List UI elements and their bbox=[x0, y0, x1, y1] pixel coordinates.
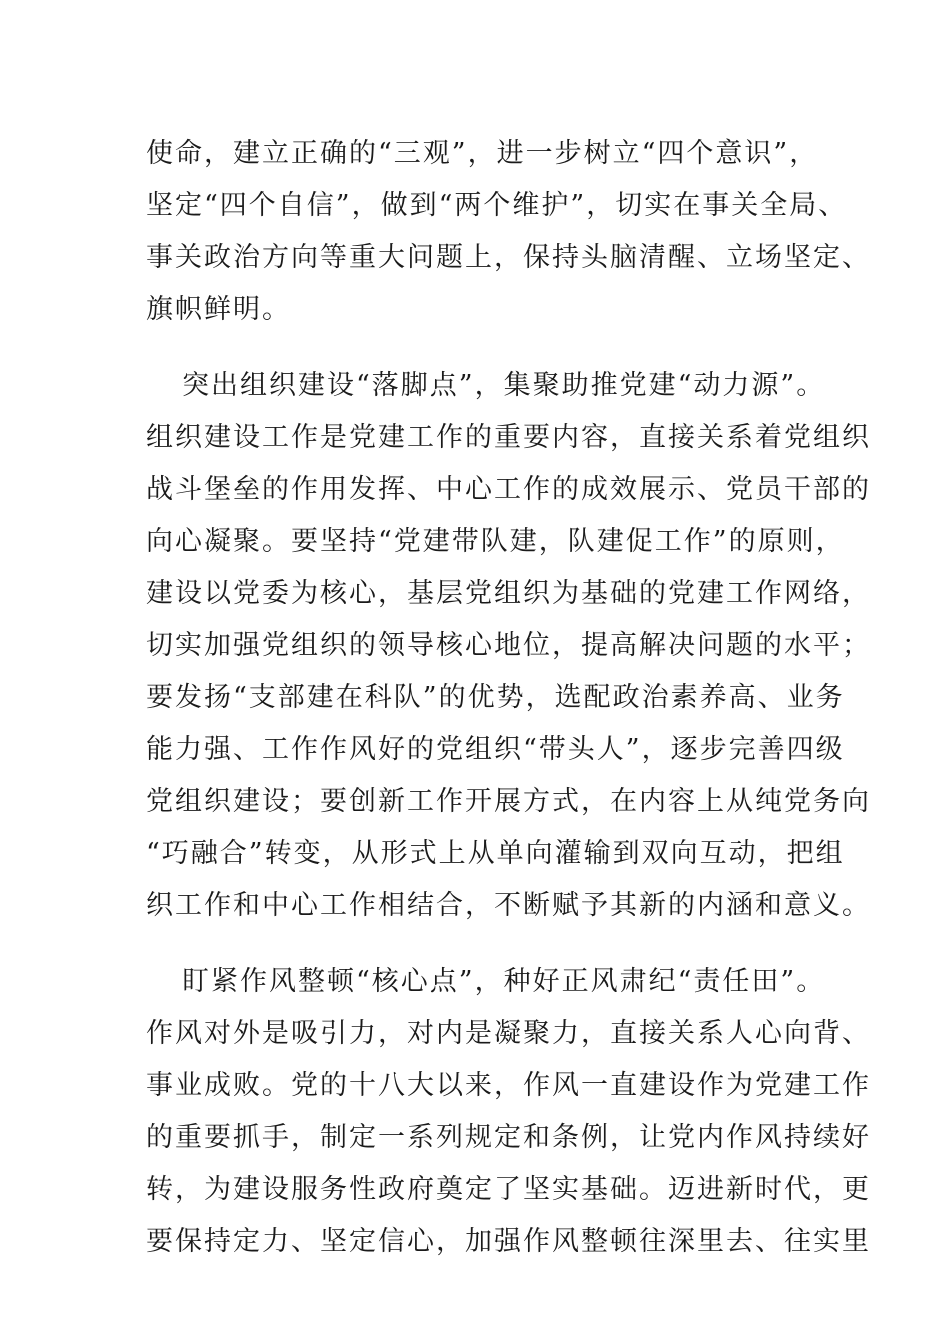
text-line: 坚定“四个自信”，做到“两个维护”，切实在事关全局、 bbox=[146, 190, 848, 221]
text-line: 事业成败。党的十八大以来，作风一直建设作为党建工作 bbox=[146, 1070, 871, 1101]
text-line: 党组织建设；要创新工作开展方式，在内容上从纯党务向 bbox=[146, 786, 871, 817]
body-text bbox=[146, 128, 871, 1268]
text-line: “巧融合”转变，从形式上从单向灌输到双向互动，把组 bbox=[146, 838, 845, 869]
text-line: 切实加强党组织的领导核心地位，提高解决问题的水平； bbox=[146, 630, 871, 661]
text-line: 的重要抓手，制定一系列规定和条例，让党内作风持续好 bbox=[146, 1122, 871, 1153]
paragraph-heading-line: 突出组织建设“落脚点”，集聚助推党建“动力源”。 bbox=[182, 370, 826, 401]
text-line: 使命，建立正确的“三观”，进一步树立“四个意识”， bbox=[146, 138, 819, 169]
text-line: 事关政治方向等重大问题上，保持头脑清醒、立场坚定、 bbox=[146, 242, 871, 273]
paragraph-2 bbox=[146, 360, 871, 932]
paragraph-1 bbox=[146, 128, 871, 336]
text-line: 向心凝聚。要坚持“党建带队建，队建促工作”的原则， bbox=[146, 526, 845, 557]
text-line: 要发扬“支部建在科队”的优势，选配政治素养高、业务 bbox=[146, 682, 845, 713]
text-line: 旗帜鲜明。 bbox=[146, 294, 291, 325]
paragraph-3 bbox=[146, 956, 871, 1268]
text-line: 建设以党委为核心，基层党组织为基础的党建工作网络， bbox=[146, 578, 871, 609]
text-line: 能力强、工作作风好的党组织“带头人”，逐步完善四级 bbox=[146, 734, 845, 765]
text-line: 要保持定力、坚定信心，加强作风整顿往深里去、往实里 bbox=[146, 1226, 871, 1257]
text-line: 转，为建设服务性政府奠定了坚实基础。迈进新时代，更 bbox=[146, 1174, 871, 1205]
text-line: 作风对外是吸引力，对内是凝聚力，直接关系人心向背、 bbox=[146, 1018, 871, 1049]
text-line: 组织建设工作是党建工作的重要内容，直接关系着党组织 bbox=[146, 422, 871, 453]
text-line: 战斗堡垒的作用发挥、中心工作的成效展示、党员干部的 bbox=[146, 474, 871, 505]
paragraph-heading-line: 盯紧作风整顿“核心点”，种好正风肃纪“责任田”。 bbox=[182, 966, 826, 997]
text-line: 织工作和中心工作相结合，不断赋予其新的内涵和意义。 bbox=[146, 890, 871, 921]
